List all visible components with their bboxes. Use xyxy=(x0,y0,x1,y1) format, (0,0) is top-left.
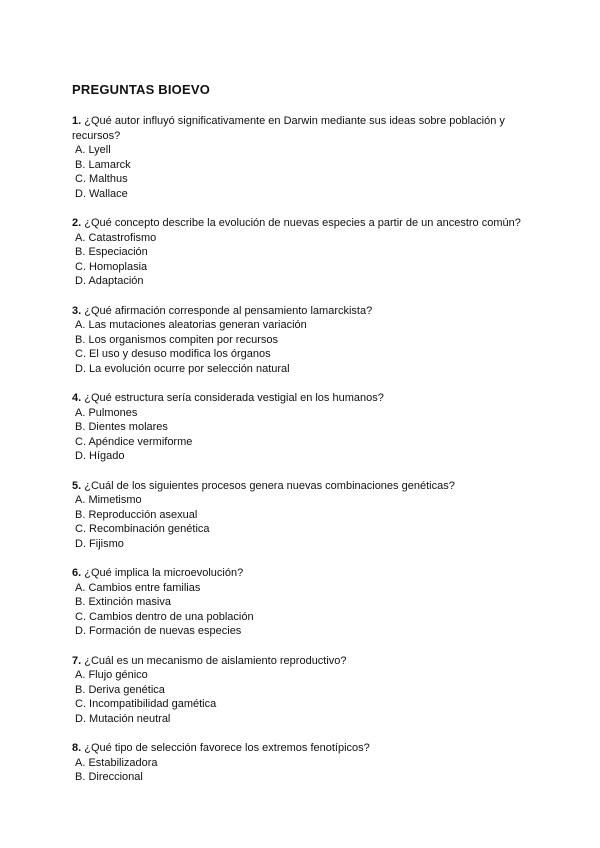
option-list xyxy=(72,668,532,726)
question-number: 3. xyxy=(72,304,82,317)
question-1 xyxy=(72,114,532,201)
option-list xyxy=(72,493,532,551)
question-prompt: ¿Qué tipo de selección favorece los extremos fenotípicos? xyxy=(84,742,370,754)
answer-option: C. Cambios dentro de una población xyxy=(75,610,254,623)
question-text xyxy=(72,391,532,406)
option-list xyxy=(72,231,532,289)
question-prompt: ¿Qué estructura sería considerada vestigial en los humanos? xyxy=(84,392,384,404)
answer-option: D. Hígado xyxy=(75,450,125,462)
question-prompt: ¿Qué afirmación corresponde al pensamiento lamarckista? xyxy=(84,304,373,317)
question-4 xyxy=(72,391,532,464)
question-text xyxy=(72,479,532,494)
question-6 xyxy=(72,566,532,639)
answer-option: C. Incompatibilidad gamética xyxy=(75,698,217,710)
question-7 xyxy=(72,654,532,727)
answer-option: C. Malthus xyxy=(75,173,128,185)
answer-option: D. Fijismo xyxy=(75,537,124,550)
question-text xyxy=(72,114,532,143)
answer-option: D. Adaptación xyxy=(75,275,144,287)
question-prompt: ¿Qué autor influyó significativamente en Darwin mediante sus ideas sobre población y recursos? xyxy=(72,115,505,142)
answer-option: B. Lamarck xyxy=(75,158,131,171)
question-8 xyxy=(72,741,532,785)
answer-option: A. Mimetismo xyxy=(75,494,142,506)
answer-option: D. Wallace xyxy=(75,187,128,200)
answer-option: A. Estabilizadora xyxy=(75,756,158,769)
question-text xyxy=(72,216,532,231)
answer-option: C. Homoplasia xyxy=(75,260,148,273)
document-title: PREGUNTAS BIOEVO xyxy=(72,82,211,97)
option-list xyxy=(72,318,532,376)
question-3 xyxy=(72,304,532,377)
answer-option: B. Deriva genética xyxy=(75,683,165,696)
question-prompt: ¿Cuál es un mecanismo de aislamiento reproductivo? xyxy=(84,654,347,667)
question-number: 8. xyxy=(72,742,82,754)
answer-option: A. Lyell xyxy=(75,144,111,156)
question-text xyxy=(72,654,532,669)
question-2 xyxy=(72,216,532,289)
answer-option: D. Mutación neutral xyxy=(75,712,171,725)
question-text xyxy=(72,741,532,756)
answer-option: B. Reproducción asexual xyxy=(75,508,198,521)
answer-option: A. Catastrofismo xyxy=(75,231,157,244)
question-prompt: ¿Qué implica la microevolución? xyxy=(84,567,244,579)
answer-option: D. La evolución ocurre por selección natural xyxy=(75,362,290,375)
option-list xyxy=(72,143,532,201)
answer-option: C. Apéndice vermiforme xyxy=(75,435,193,448)
answer-option: A. Las mutaciones aleatorias generan variación xyxy=(75,319,307,331)
option-list xyxy=(72,406,532,464)
question-list xyxy=(72,114,532,785)
answer-option: B. Direccional xyxy=(75,771,143,783)
question-text xyxy=(72,304,532,319)
question-number: 6. xyxy=(72,567,82,579)
option-list xyxy=(72,581,532,639)
answer-option: A. Cambios entre familias xyxy=(75,581,201,594)
answer-option: B. Extinción masiva xyxy=(75,596,171,608)
option-list xyxy=(72,756,532,785)
answer-option: A. Flujo génico xyxy=(75,669,148,681)
answer-option: B. Dientes molares xyxy=(75,421,168,433)
question-prompt: ¿Qué concepto describe la evolución de nuevas especies a partir de un ancestro común? xyxy=(84,217,521,229)
question-text xyxy=(72,566,532,581)
answer-option: C. El uso y desuso modifica los órganos xyxy=(75,348,271,360)
question-5 xyxy=(72,479,532,552)
question-number: 7. xyxy=(72,654,82,667)
document-page xyxy=(72,82,532,800)
question-prompt: ¿Cuál de los siguientes procesos genera nuevas combinaciones genéticas? xyxy=(84,479,455,492)
question-number: 5. xyxy=(72,479,82,492)
answer-option: B. Los organismos compiten por recursos xyxy=(75,333,278,346)
answer-option: D. Formación de nuevas especies xyxy=(75,625,242,637)
question-number: 1. xyxy=(72,115,82,127)
question-number: 4. xyxy=(72,392,82,404)
answer-option: C. Recombinación genética xyxy=(75,523,210,535)
question-number: 2. xyxy=(72,217,82,229)
answer-option: B. Especiación xyxy=(75,246,148,258)
answer-option: A. Pulmones xyxy=(75,406,138,419)
